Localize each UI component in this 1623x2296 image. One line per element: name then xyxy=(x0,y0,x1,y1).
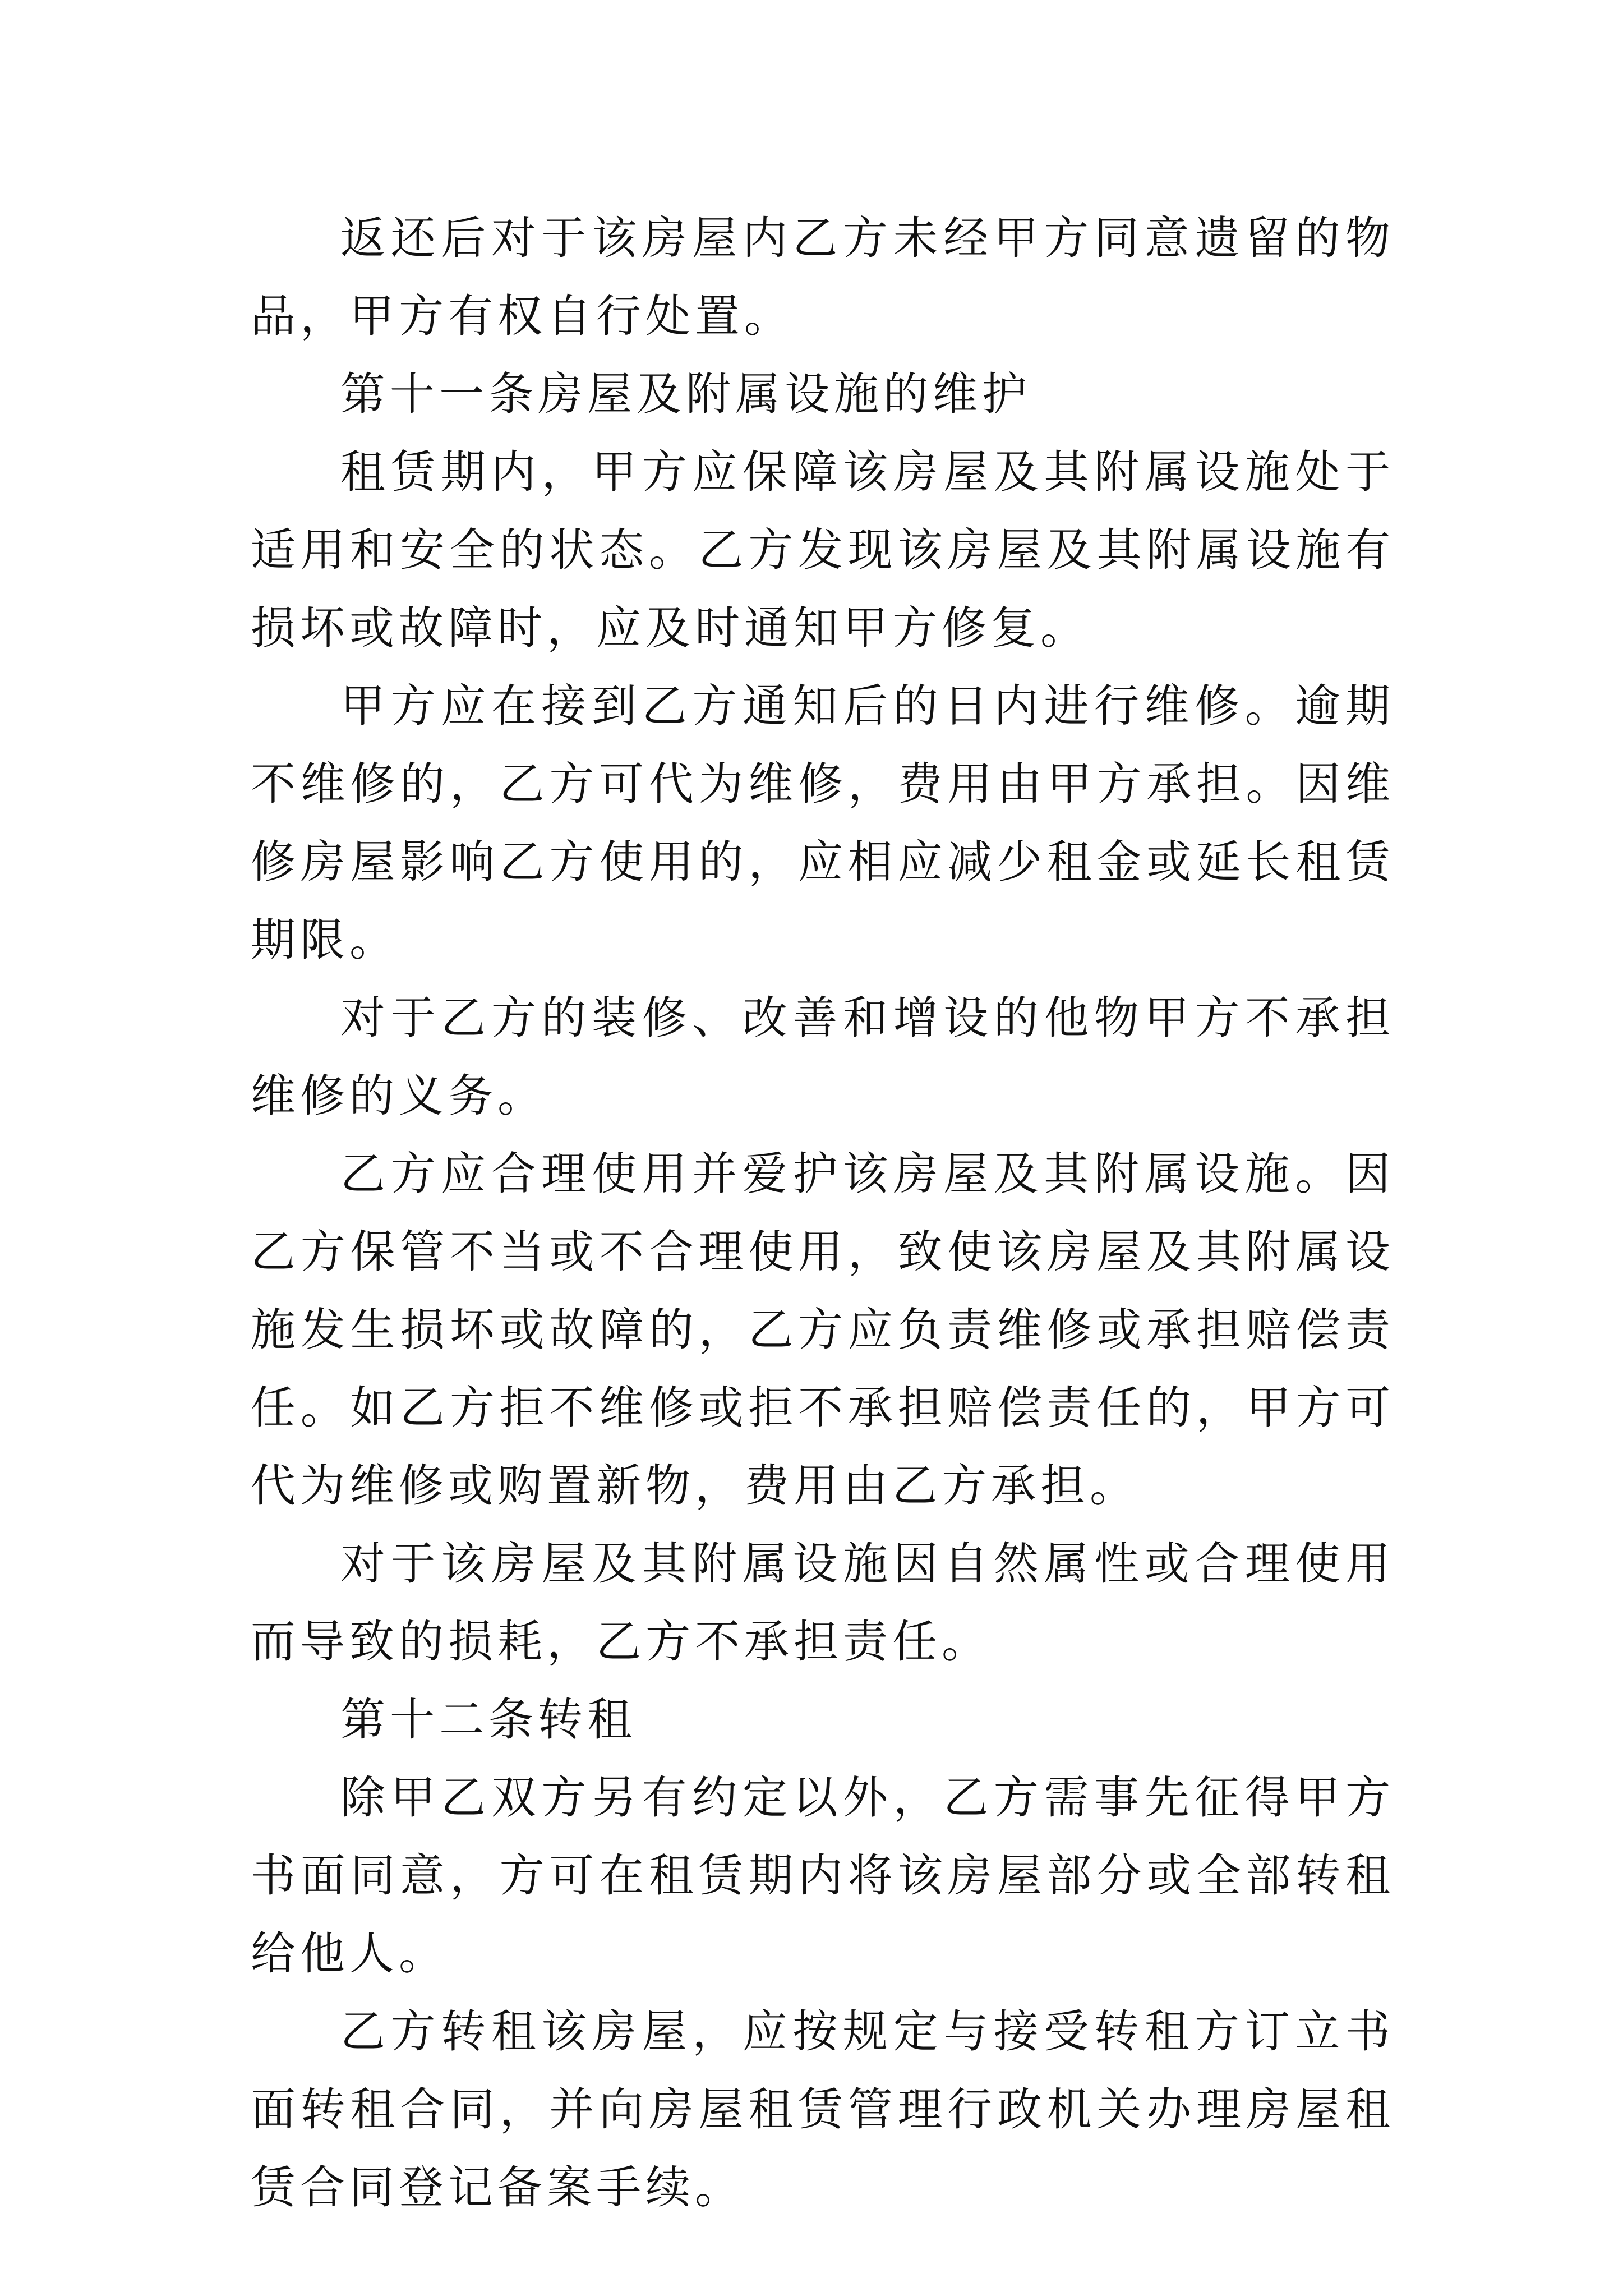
paragraph-sublease-consent: 除甲乙双方另有约定以外，乙方需事先征得甲方书面同意，方可在租赁期内将该房屋部分或全部转租给他人。 xyxy=(251,1772,1395,1980)
paragraph-sublease-registration: 乙方转租该房屋，应按规定与接受转租方订立书面转租合同，并向房屋租赁管理行政机关办理房屋租赁合同登记备案手续。 xyxy=(251,2005,1395,2214)
paragraph-repair-timeline: 甲方应在接到乙方通知后的日内进行维修。逾期不维修的，乙方可代为维修，费用由甲方承担。因维修房屋影响乙方使用的，应相应减少租金或延长租赁期限。 xyxy=(251,680,1395,966)
paragraph-landlord-maintenance-duty: 租赁期内，甲方应保障该房屋及其附属设施处于适用和安全的状态。乙方发现该房屋及其附属设施有损坏或故障时，应及时通知甲方修复。 xyxy=(251,446,1395,654)
paragraph-unclaimed-items: 返还后对于该房屋内乙方未经甲方同意遗留的物品，甲方有权自行处置。 xyxy=(251,212,1395,342)
heading-article-11: 第十一条房屋及附属设施的维护 xyxy=(340,368,1031,420)
paragraph-natural-wear: 对于该房屋及其附属设施因自然属性或合理使用而导致的损耗，乙方不承担责任。 xyxy=(251,1538,1395,1668)
document-page xyxy=(251,199,1395,2226)
paragraph-tenant-improvements: 对于乙方的装修、改善和增设的他物甲方不承担维修的义务。 xyxy=(251,992,1395,1122)
heading-article-12: 第十二条转租 xyxy=(340,1694,637,1746)
paragraph-tenant-care-duty: 乙方应合理使用并爱护该房屋及其附属设施。因乙方保管不当或不合理使用，致使该房屋及其附属设施发生损坏或故障的，乙方应负责维修或承担赔偿责任。如乙方拒不维修或拒不承担赔偿责任的，甲方可代为维修或购置新物，费用由乙方承担。 xyxy=(251,1148,1395,1512)
